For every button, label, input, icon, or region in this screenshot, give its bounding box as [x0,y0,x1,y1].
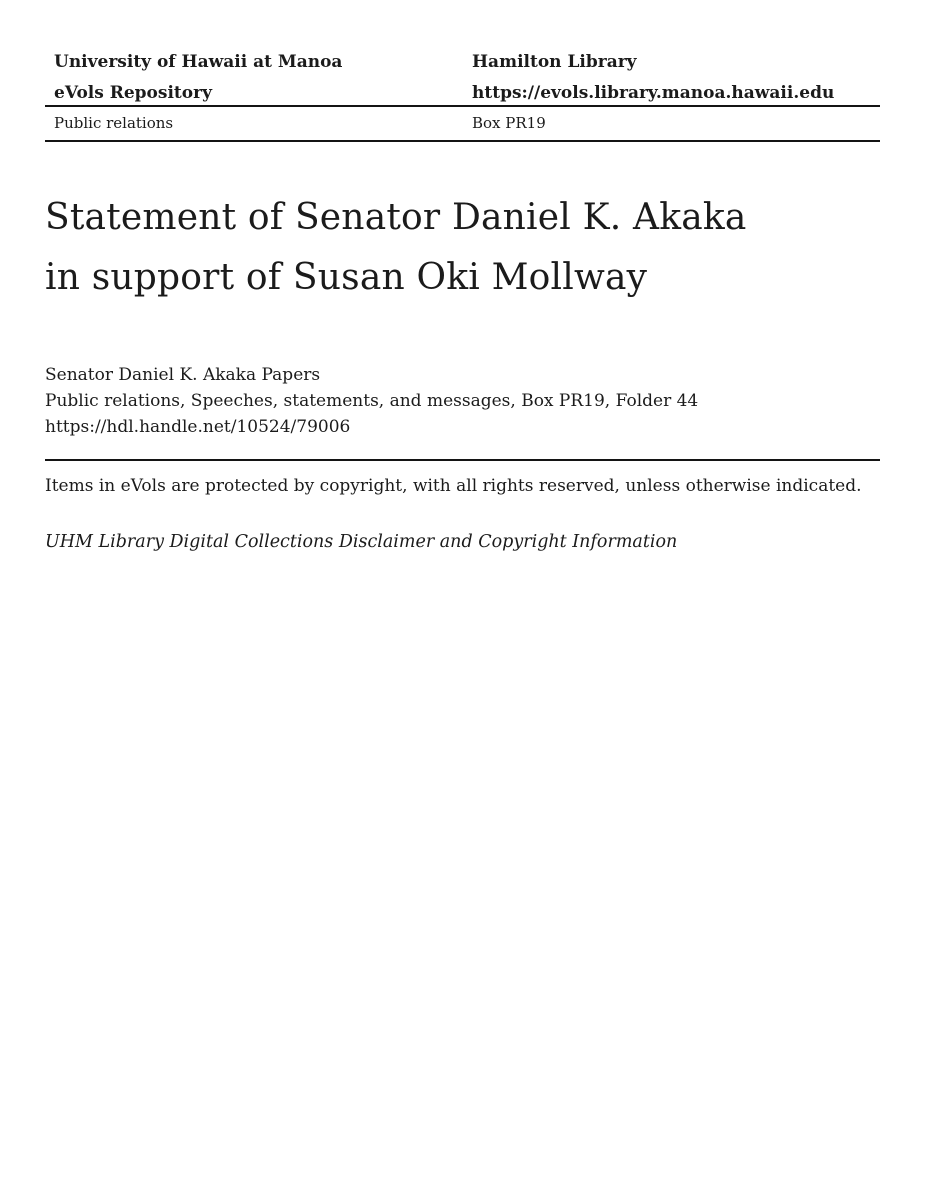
item-location: Public relations, Speeches, statements, and messages, Box PR19, Folder 44 [45,391,699,411]
disclaimer-link[interactable]: UHM Library Digital Collections Disclaimer and Copyright Information [45,532,678,552]
collection-name: Senator Daniel K. Akaka Papers [45,365,321,385]
institution-name: University of Hawaii at Manoa [54,52,343,72]
series-label: Public relations [54,114,174,132]
footer-divider [45,459,880,461]
box-label: Box PR19 [472,114,546,132]
repository-name: eVols Repository [54,83,212,103]
document-title-line1: Statement of Senator Daniel K. Akaka [45,197,747,238]
item-metadata [45,362,880,440]
header-row-1 [45,50,880,74]
library-name: Hamilton Library [472,52,637,72]
document-title [45,188,880,308]
handle-url-link[interactable]: https://hdl.handle.net/10524/79006 [45,417,351,437]
repository-header [45,50,880,142]
header-row-3 [45,107,880,142]
copyright-notice: Items in eVols are protected by copyright, with all rights reserved, unless otherwise indicated. [45,476,862,496]
repository-url-link[interactable]: https://evols.library.manoa.hawaii.edu [472,83,835,103]
document-title-line2: in support of Susan Oki Mollway [45,257,648,298]
header-row-2 [45,81,880,107]
